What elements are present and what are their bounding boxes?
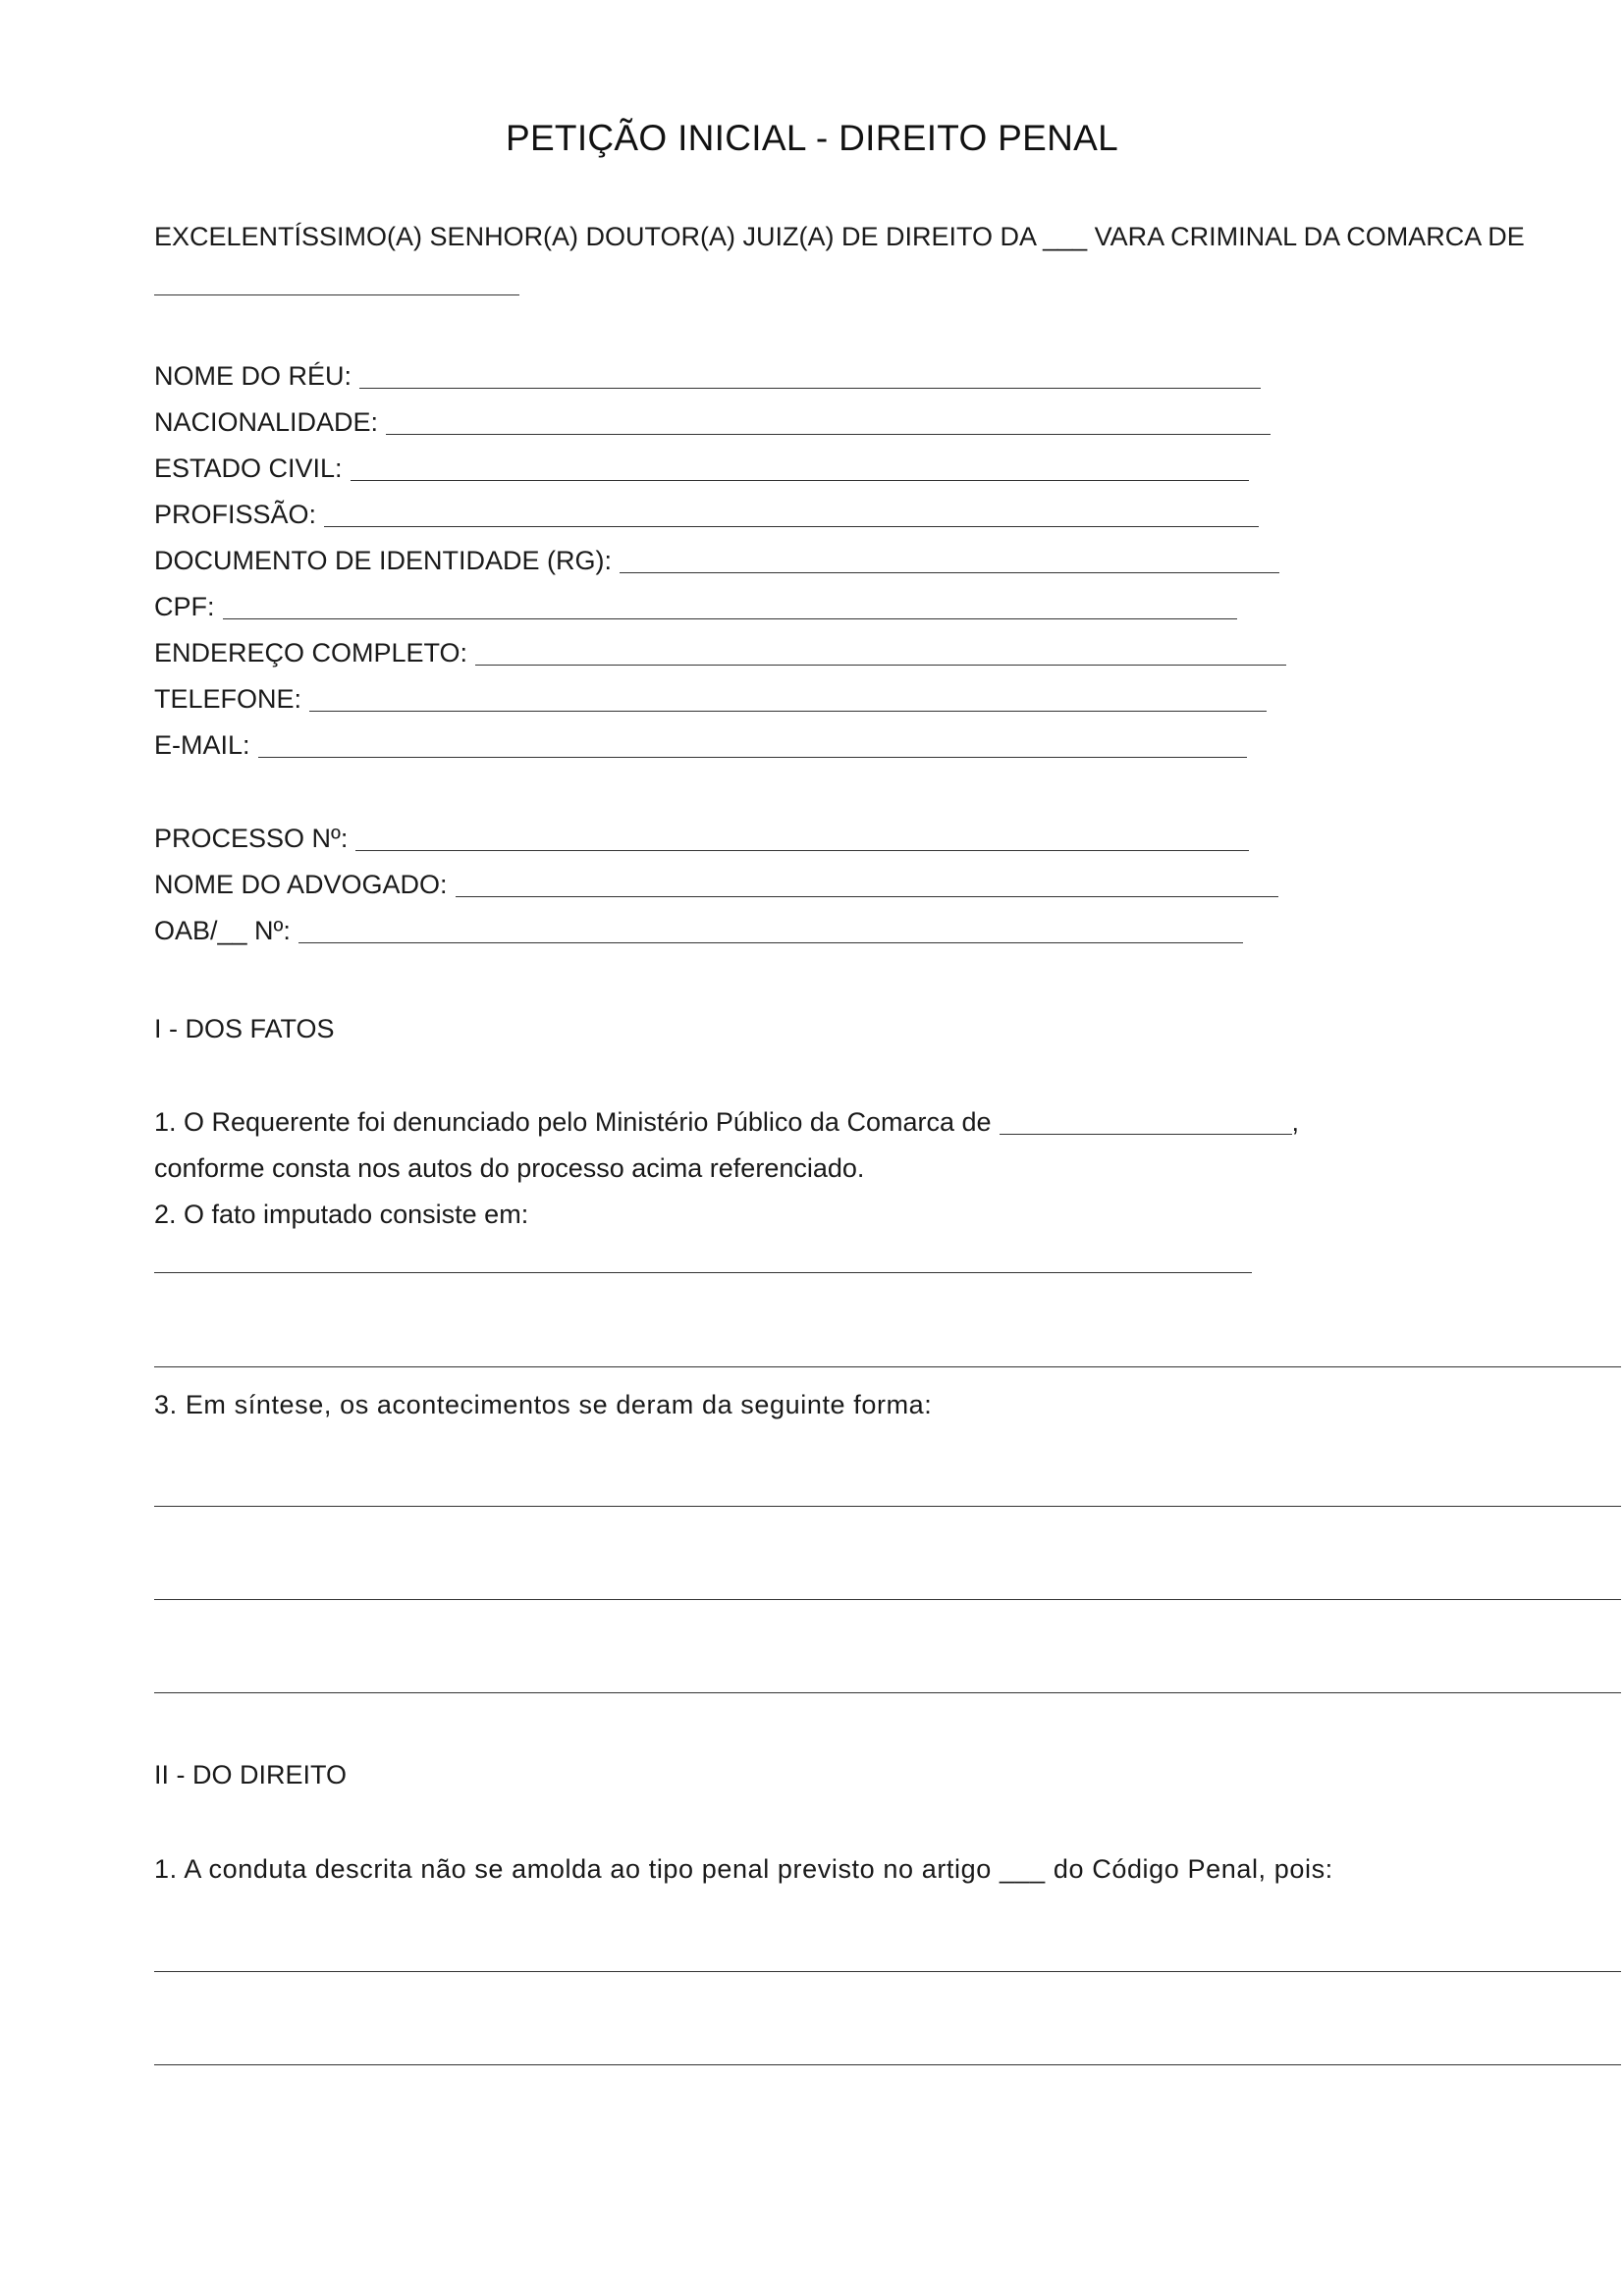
- sintese-blank-1[interactable]: [154, 1506, 1621, 1507]
- email-blank[interactable]: [258, 735, 1247, 758]
- field-label: TELEFONE:: [154, 684, 302, 714]
- fatos-item-1: [154, 1105, 1299, 1139]
- estado-civil-blank[interactable]: [351, 458, 1249, 481]
- fato-imputado-blank-2[interactable]: [154, 1366, 1621, 1367]
- field-label: ESTADO CIVIL:: [154, 454, 343, 483]
- profissao-blank[interactable]: [324, 505, 1259, 527]
- field-processo: [154, 822, 1249, 855]
- field-nome-reu: [154, 359, 1261, 393]
- fatos-item-3: 3. Em síntese, os acontecimentos se deram da seguinte forma:: [154, 1390, 933, 1419]
- comarca-blank[interactable]: [154, 294, 519, 295]
- field-label: NACIONALIDADE:: [154, 407, 379, 437]
- document-title: PETIÇÃO INICIAL - DIREITO PENAL: [505, 118, 1119, 158]
- field-label: ENDEREÇO COMPLETO:: [154, 638, 468, 667]
- field-nacionalidade: [154, 405, 1271, 439]
- addressee-line: EXCELENTÍSSIMO(A) SENHOR(A) DOUTOR(A) JUIZ(A) DE DIREITO DA ___ VARA CRIMINAL DA COMARCA DE: [154, 222, 1525, 251]
- field-cpf: [154, 590, 1237, 623]
- processo-blank[interactable]: [355, 828, 1249, 851]
- fatos-item-1-comma: ,: [1291, 1107, 1300, 1137]
- fato-imputado-blank-1[interactable]: [154, 1272, 1252, 1273]
- fatos-item-2: 2. O fato imputado consiste em:: [154, 1200, 529, 1229]
- direito-item-1: 1. A conduta descrita não se amolda ao tipo penal previsto no artigo ___ do Código Penal, pois:: [154, 1854, 1333, 1884]
- cpf-blank[interactable]: [223, 597, 1237, 619]
- field-label: DOCUMENTO DE IDENTIDADE (RG):: [154, 546, 613, 575]
- section-heading-fatos: I - DOS FATOS: [154, 1014, 335, 1043]
- field-label: PROCESSO Nº:: [154, 824, 349, 853]
- field-label: E-MAIL:: [154, 730, 250, 760]
- field-label: NOME DO RÉU:: [154, 361, 352, 391]
- field-label: PROFISSÃO:: [154, 500, 317, 529]
- advogado-blank[interactable]: [456, 875, 1278, 897]
- direito-blank-1[interactable]: [154, 1971, 1621, 1972]
- section-heading-direito: II - DO DIREITO: [154, 1760, 348, 1789]
- field-endereco: [154, 636, 1286, 669]
- field-label: OAB/__ Nº:: [154, 916, 291, 945]
- direito-blank-2[interactable]: [154, 2064, 1621, 2065]
- oab-blank[interactable]: [298, 921, 1243, 943]
- telefone-blank[interactable]: [309, 689, 1267, 712]
- field-profissao: [154, 498, 1259, 531]
- field-label: CPF:: [154, 592, 215, 621]
- field-label: NOME DO ADVOGADO:: [154, 870, 448, 899]
- field-rg: [154, 544, 1279, 577]
- fatos-item-1-text: 1. O Requerente foi denunciado pelo Ministério Público da Comarca de: [154, 1107, 992, 1137]
- field-advogado: [154, 868, 1278, 901]
- fatos-item-1-continuation: conforme consta nos autos do processo acima referenciado.: [154, 1153, 865, 1183]
- sintese-blank-2[interactable]: [154, 1599, 1621, 1600]
- field-oab: [154, 914, 1243, 947]
- nome-reu-blank[interactable]: [359, 366, 1261, 389]
- field-email: [154, 728, 1247, 762]
- endereco-blank[interactable]: [475, 643, 1286, 666]
- comarca-denuncia-blank[interactable]: [1000, 1112, 1292, 1135]
- nacionalidade-blank[interactable]: [386, 412, 1271, 435]
- rg-blank[interactable]: [620, 551, 1279, 573]
- sintese-blank-3[interactable]: [154, 1692, 1621, 1693]
- field-telefone: [154, 682, 1267, 716]
- field-estado-civil: [154, 452, 1249, 485]
